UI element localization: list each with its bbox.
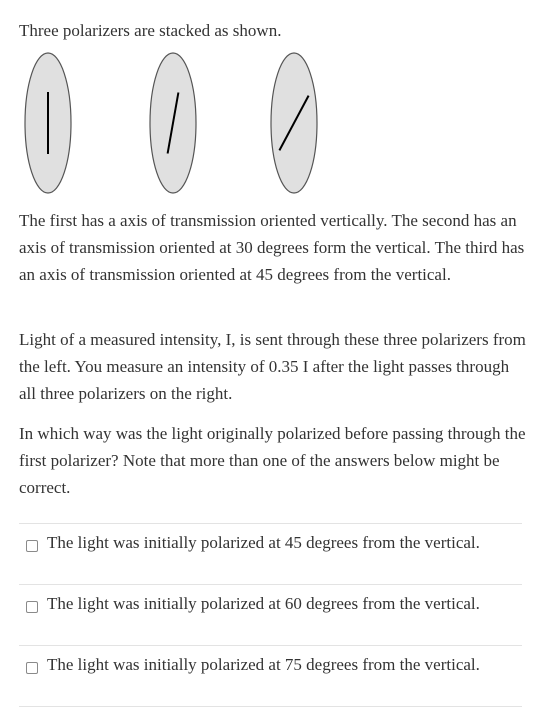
- answer-option-45[interactable]: [19, 524, 522, 585]
- polarizer-2: [150, 53, 196, 193]
- answer-label-60[interactable]: The light was initially polarized at 60 degrees from the vertical.: [47, 594, 480, 613]
- answer-checkbox-45[interactable]: [26, 540, 38, 552]
- polarizer-1: [25, 53, 71, 193]
- polarizer-3: [271, 53, 317, 193]
- answer-checkbox-75[interactable]: [26, 662, 38, 674]
- answer-options: [19, 523, 522, 707]
- question-paragraph-1: The first has a axis of transmission oriented vertically. The second has an axis of transmission oriented at 30 degrees form the vertical. The third has an axis of transmission oriented at 45 degrees from the vertical.: [19, 211, 525, 284]
- polarizer-figure: [0, 52, 538, 202]
- answer-option-75[interactable]: [19, 646, 522, 707]
- answer-label-45[interactable]: The light was initially polarized at 45 degrees from the vertical.: [47, 533, 480, 552]
- answer-checkbox-60[interactable]: [26, 601, 38, 613]
- answer-option-60[interactable]: [19, 585, 522, 646]
- question-intro: Three polarizers are stacked as shown.: [19, 21, 282, 40]
- answer-label-75[interactable]: The light was initially polarized at 75 degrees from the vertical.: [47, 655, 480, 674]
- question-paragraph-2: Light of a measured intensity, I, is sent through these three polarizers from the left. You measure an intensity of 0.35 I after the light passes through all three polarizers on the right.: [19, 330, 526, 403]
- question-paragraph-3: In which way was the light originally polarized before passing through the first polarizer? Note that more than one of the answers below might be correct.: [19, 424, 526, 497]
